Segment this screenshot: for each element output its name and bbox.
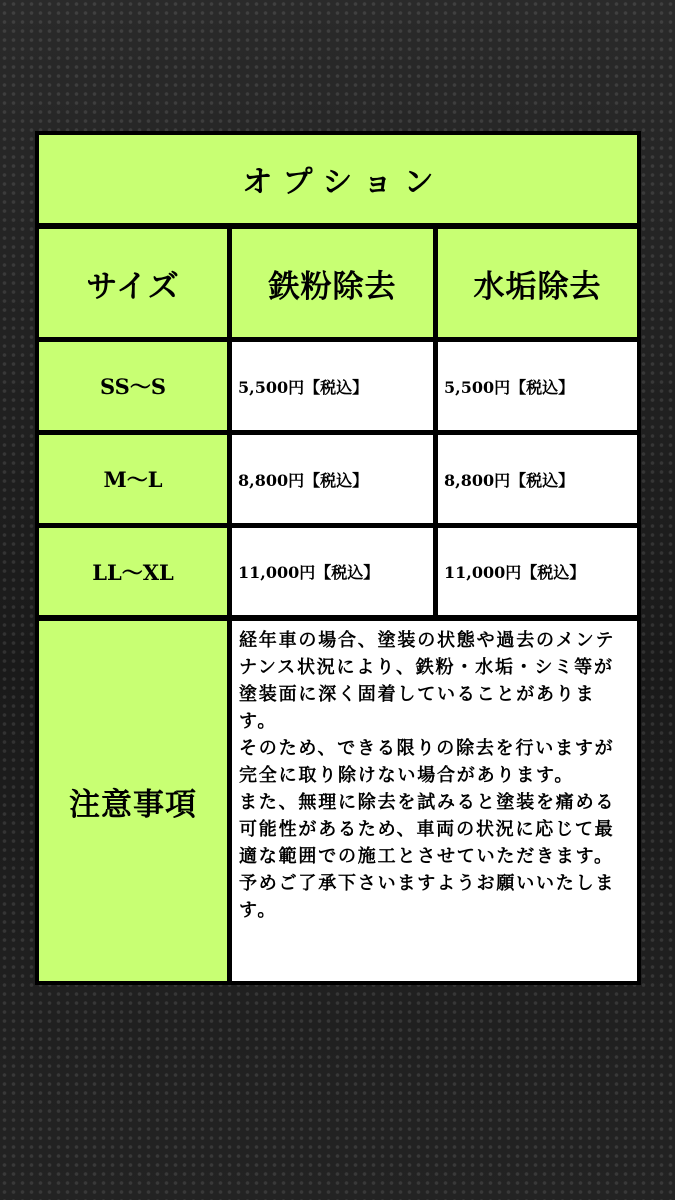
- row-size: SS〜S: [99, 374, 167, 399]
- header-size-cell: [39, 229, 227, 337]
- row-size: M〜L: [103, 467, 163, 492]
- row-water-price: 5,500円【税込】: [444, 377, 575, 397]
- row-water-price-cell: [438, 342, 637, 430]
- row-size-cell: [39, 342, 227, 430]
- row-water-price-cell: [438, 435, 637, 523]
- header-water-stain-removal-cell: [438, 229, 637, 337]
- row-size-cell: [39, 435, 227, 523]
- table-title-cell: [39, 135, 637, 223]
- row-iron-price: 11,000円【税込】: [238, 563, 380, 582]
- row-water-price-cell: [438, 528, 637, 615]
- notes-text-cell: [232, 621, 637, 981]
- header-iron-removal-cell: [232, 229, 433, 337]
- notes-label: 注意事項: [69, 786, 197, 823]
- row-iron-price: 8,800円【税込】: [238, 470, 369, 490]
- row-iron-price: 5,500円【税込】: [238, 377, 369, 397]
- row-iron-price-cell: [232, 528, 433, 615]
- table-title: オプション: [242, 165, 445, 200]
- notes-label-cell: [39, 621, 227, 981]
- notes-text: 経年車の場合、塗装の状態や過去のメンテナンス状況により、鉄粉・水垢・シミ等が塗装面に深く固着していることがあります。 そのため、できる限りの除去を行いますが完全に取り除けない場合があります。 また、無理に除去を試みると塗装を痛める可能性があるため、車両の状況に応じて最適な範囲での施工とさせていただきます。 予めご了承下さいますようお願いいたします。: [239, 630, 616, 921]
- row-water-price: 8,800円【税込】: [444, 470, 575, 490]
- row-iron-price-cell: [232, 342, 433, 430]
- header-iron-removal: 鉄粉除去: [268, 268, 397, 305]
- row-iron-price-cell: [232, 435, 433, 523]
- row-size: LL〜XL: [92, 559, 174, 585]
- header-water-stain-removal: 水垢除去: [473, 268, 602, 305]
- header-size: サイズ: [86, 268, 180, 305]
- row-size-cell: [39, 528, 227, 615]
- row-water-price: 11,000円【税込】: [444, 563, 586, 582]
- options-table: [35, 131, 641, 985]
